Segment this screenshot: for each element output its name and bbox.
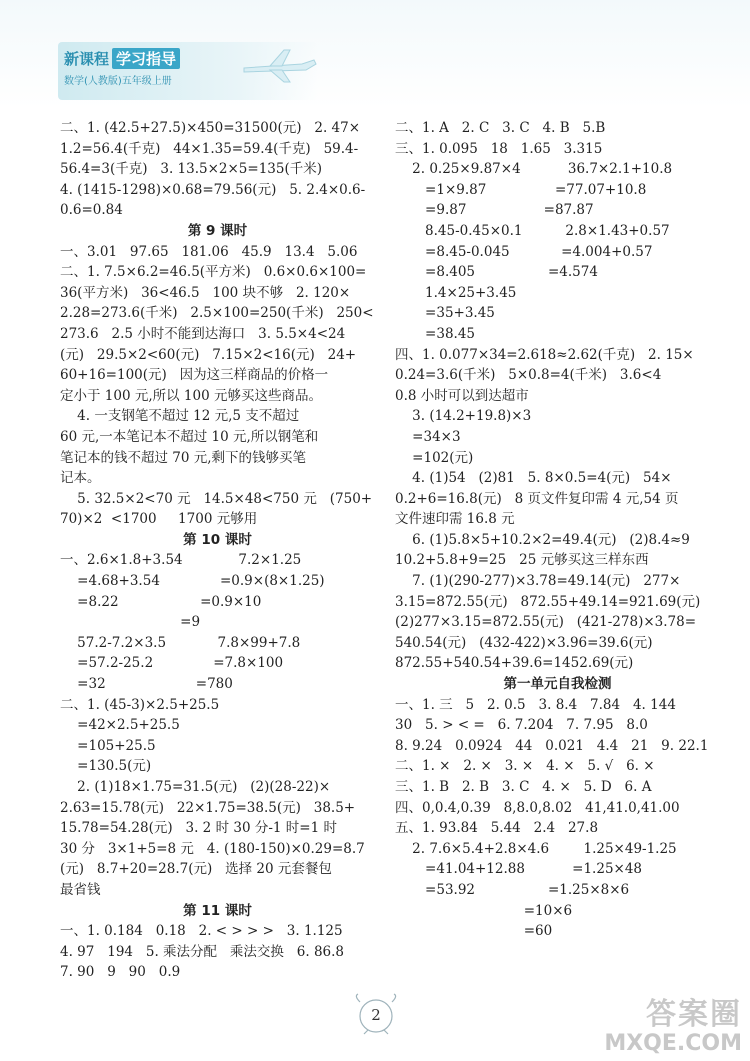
- answer-line: 70)×2 <1700 1700 元够用: [60, 511, 258, 528]
- answer-line: (2)277×3.15=872.55(元) (421-278)×3.78=: [395, 614, 697, 631]
- answer-line: =35+3.45: [395, 305, 495, 322]
- answer-line: 273.6 2.5 小时不能到达海口 3. 5.5×4<24: [60, 325, 346, 342]
- watermark-logo-text: 答案圈: [646, 997, 742, 1032]
- answer-line: 4. (1)54 (2)81 5. 8×0.5=4(元) 54×: [395, 470, 672, 487]
- answer-line: 一、1. 0.184 0.18 2. < > > > 3. 1.125: [60, 923, 343, 940]
- answer-line: 4. 97 194 5. 乘法分配 乘法交换 6. 86.8: [60, 943, 345, 960]
- answer-line: 0.8 小时可以到达超市: [395, 387, 529, 404]
- answer-line: =8.22 =0.9×10: [60, 593, 262, 610]
- answer-line: 8.45-0.45×0.1 2.8×1.43+0.57: [395, 222, 670, 239]
- answer-line: 三、1. B 2. B 3. C 4. × 5. D 6. A: [395, 779, 652, 795]
- answer-line: 2.28=273.6(千米) 2.5×100=250(千米) 250<: [60, 305, 374, 322]
- book-subtitle: 数学(人教版)五年级上册: [64, 76, 172, 87]
- answer-line: =60: [395, 923, 553, 940]
- answer-line: 二、1. A 2. C 3. C 4. B 5.B: [395, 120, 606, 136]
- brand-title: [64, 48, 180, 69]
- answer-line: 30 分 3×1+5=8 元 4. (180-150)×0.29=8.7: [60, 840, 365, 857]
- answer-line: 2. (1)18×1.75=31.5(元) (2)(28-22)×: [60, 779, 331, 795]
- answer-line: 二、1. 7.5×6.2=46.5(平方米) 0.6×0.6×100=: [60, 264, 367, 281]
- answer-line: 1.2=56.4(千克) 44×1.35=59.4(千克) 59.4-: [60, 140, 359, 157]
- answer-line: =1×9.87 =77.07+10.8: [395, 181, 647, 198]
- page-number: 2: [371, 1006, 381, 1024]
- answer-line: (元) 8.7+20=28.7(元) 选择 20 元套餐包: [60, 861, 332, 878]
- answer-line: 一、1. 三 5 2. 0.5 3. 8.4 7.84 4. 144: [395, 696, 676, 713]
- answer-line: 0.2+6=16.8(元) 8 页文件复印需 4 元,54 页: [395, 490, 679, 507]
- answer-line: =10×6: [395, 902, 573, 919]
- answer-line: =8.405 =4.574: [395, 264, 598, 281]
- section-heading: 第一单元自我检测: [503, 676, 612, 693]
- answer-line: =41.04+12.88 =1.25×48: [395, 861, 643, 878]
- answer-line: 10.2+5.8+9=25 25 元够买这三样东西: [395, 552, 649, 569]
- answer-line: 三、1. 0.095 18 1.65 3.315: [395, 140, 603, 157]
- watermark-domain: MXQE.COM: [604, 1031, 742, 1056]
- answer-line: =4.68+3.54 =0.9×(8×1.25): [60, 573, 325, 590]
- answer-line: 7. (1)(290-277)×3.78=49.14(元) 277×: [395, 573, 681, 590]
- answer-line: (元) 29.5×2<60(元) 7.15×2<16(元) 24+: [60, 346, 357, 363]
- answer-line: 15.78=54.28(元) 3. 2 时 30 分-1 时=1 时: [60, 820, 337, 837]
- answer-line: 笔记本的钱不超过 70 元,剩下的钱够买笔: [60, 449, 307, 466]
- answer-line: 二、1. (42.5+27.5)×450=31500(元) 2. 47×: [60, 120, 361, 136]
- answer-line: =8.45-0.045 =4.004+0.57: [395, 243, 653, 260]
- answer-line: 2. 7.6×5.4+2.8×4.6 1.25×49-1.25: [395, 840, 677, 857]
- answer-line: 56.4=3(千克) 3. 13.5×2×5=135(千米): [60, 161, 323, 178]
- answer-line: 8. 9.24 0.0924 44 0.021 4.4 21 9. 22.1: [395, 737, 709, 754]
- watermark: [604, 989, 742, 1055]
- answer-line: 4. (1415-1298)×0.68=79.56(元) 5. 2.4×0.6-: [60, 181, 366, 198]
- answer-line: 3.15=872.55(元) 872.55+49.14=921.69(元): [395, 593, 701, 610]
- page-header: [0, 0, 750, 108]
- answer-line: 30 5. > < = 6. 7.204 7. 7.95 8.0: [395, 717, 648, 734]
- answer-line: 四、1. 0.077×34=2.618≈2.62(千克) 2. 15×: [395, 346, 694, 363]
- brand-prefix: 新课程: [64, 50, 110, 68]
- answer-line: 二、1. (45-3)×2.5+25.5: [60, 696, 220, 713]
- answer-line: 五、1. 93.84 5.44 2.4 27.8: [395, 820, 599, 837]
- answer-line: =34×3: [395, 428, 461, 445]
- section-heading: 第 10 课时: [183, 531, 252, 548]
- answer-line: 4. 一支钢笔不超过 12 元,5 支不超过: [60, 408, 300, 425]
- answer-line: 2.63=15.78(元) 22×1.75=38.5(元) 38.5+: [60, 799, 356, 816]
- answer-line: =9.87 =87.87: [395, 202, 594, 219]
- answer-line: =38.45: [395, 325, 475, 342]
- answer-line: =57.2-25.2 =7.8×100: [60, 655, 284, 672]
- answer-line: 定小于 100 元,所以 100 元够买这些商品。: [60, 387, 322, 404]
- answer-line: =42×2.5+25.5: [60, 717, 180, 734]
- left-answer-column: [60, 118, 375, 983]
- answer-line: 2. 0.25×9.87×4 36.7×2.1+10.8: [395, 161, 673, 178]
- answer-line: =102(元): [395, 449, 474, 466]
- answer-line: =105+25.5: [60, 737, 156, 754]
- answer-line: 36(平方米) 36<46.5 100 块不够 2. 120×: [60, 284, 351, 301]
- answer-line: 6. (1)5.8×5+10.2×2=49.4(元) (2)8.4≈9: [395, 531, 690, 548]
- answer-line: 1.4×25+3.45: [395, 284, 517, 301]
- answer-line: =32 =780: [60, 676, 233, 693]
- answer-line: =53.92 =1.25×8×6: [395, 881, 630, 898]
- answer-line: 872.55+540.54+39.6=1452.69(元): [395, 655, 634, 672]
- answer-line: 一、2.6×1.8+3.54 7.2×1.25: [60, 552, 302, 569]
- answer-line: 四、0,0.4,0.39 8,8.0,8.02 41,41.0,41.00: [395, 799, 680, 816]
- answer-line: =9: [60, 614, 201, 631]
- answer-line: 记本。: [60, 470, 101, 487]
- answer-line: 57.2-7.2×3.5 7.8×99+7.8: [60, 634, 301, 651]
- answer-line: 一、3.01 97.65 181.06 45.9 13.4 5.06: [60, 243, 358, 260]
- answer-line: 二、1. × 2. × 3. × 4. × 5. √ 6. ×: [395, 758, 655, 775]
- answer-line: =130.5(元): [60, 758, 152, 775]
- answer-line: 0.24=3.6(千米) 5×0.8=4(千米) 3.6<4: [395, 367, 662, 384]
- section-heading: 第 9 课时: [187, 222, 248, 239]
- section-heading: 第 11 课时: [183, 902, 252, 919]
- answer-line: 最省钱: [60, 881, 101, 898]
- airplane-icon: [240, 46, 320, 86]
- answer-line: 3. (14.2+19.8)×3: [395, 408, 532, 425]
- answer-line: 60+16=100(元) 因为这三样商品的价格一: [60, 367, 329, 384]
- answer-line: 5. 32.5×2<70 元 14.5×48<750 元 (750+: [60, 490, 373, 507]
- answer-line: 60 元,一本笔记本不超过 10 元,所以钢笔和: [60, 428, 319, 445]
- brand-tag: 学习指导: [112, 48, 180, 69]
- answer-line: 0.6=0.84: [60, 202, 123, 219]
- answer-line: 文件速印需 16.8 元: [395, 511, 515, 528]
- answer-line: 7. 90 9 90 0.9: [60, 964, 181, 981]
- answer-line: 540.54(元) (432-422)×3.96=39.6(元): [395, 634, 653, 651]
- right-answer-column: [395, 118, 720, 942]
